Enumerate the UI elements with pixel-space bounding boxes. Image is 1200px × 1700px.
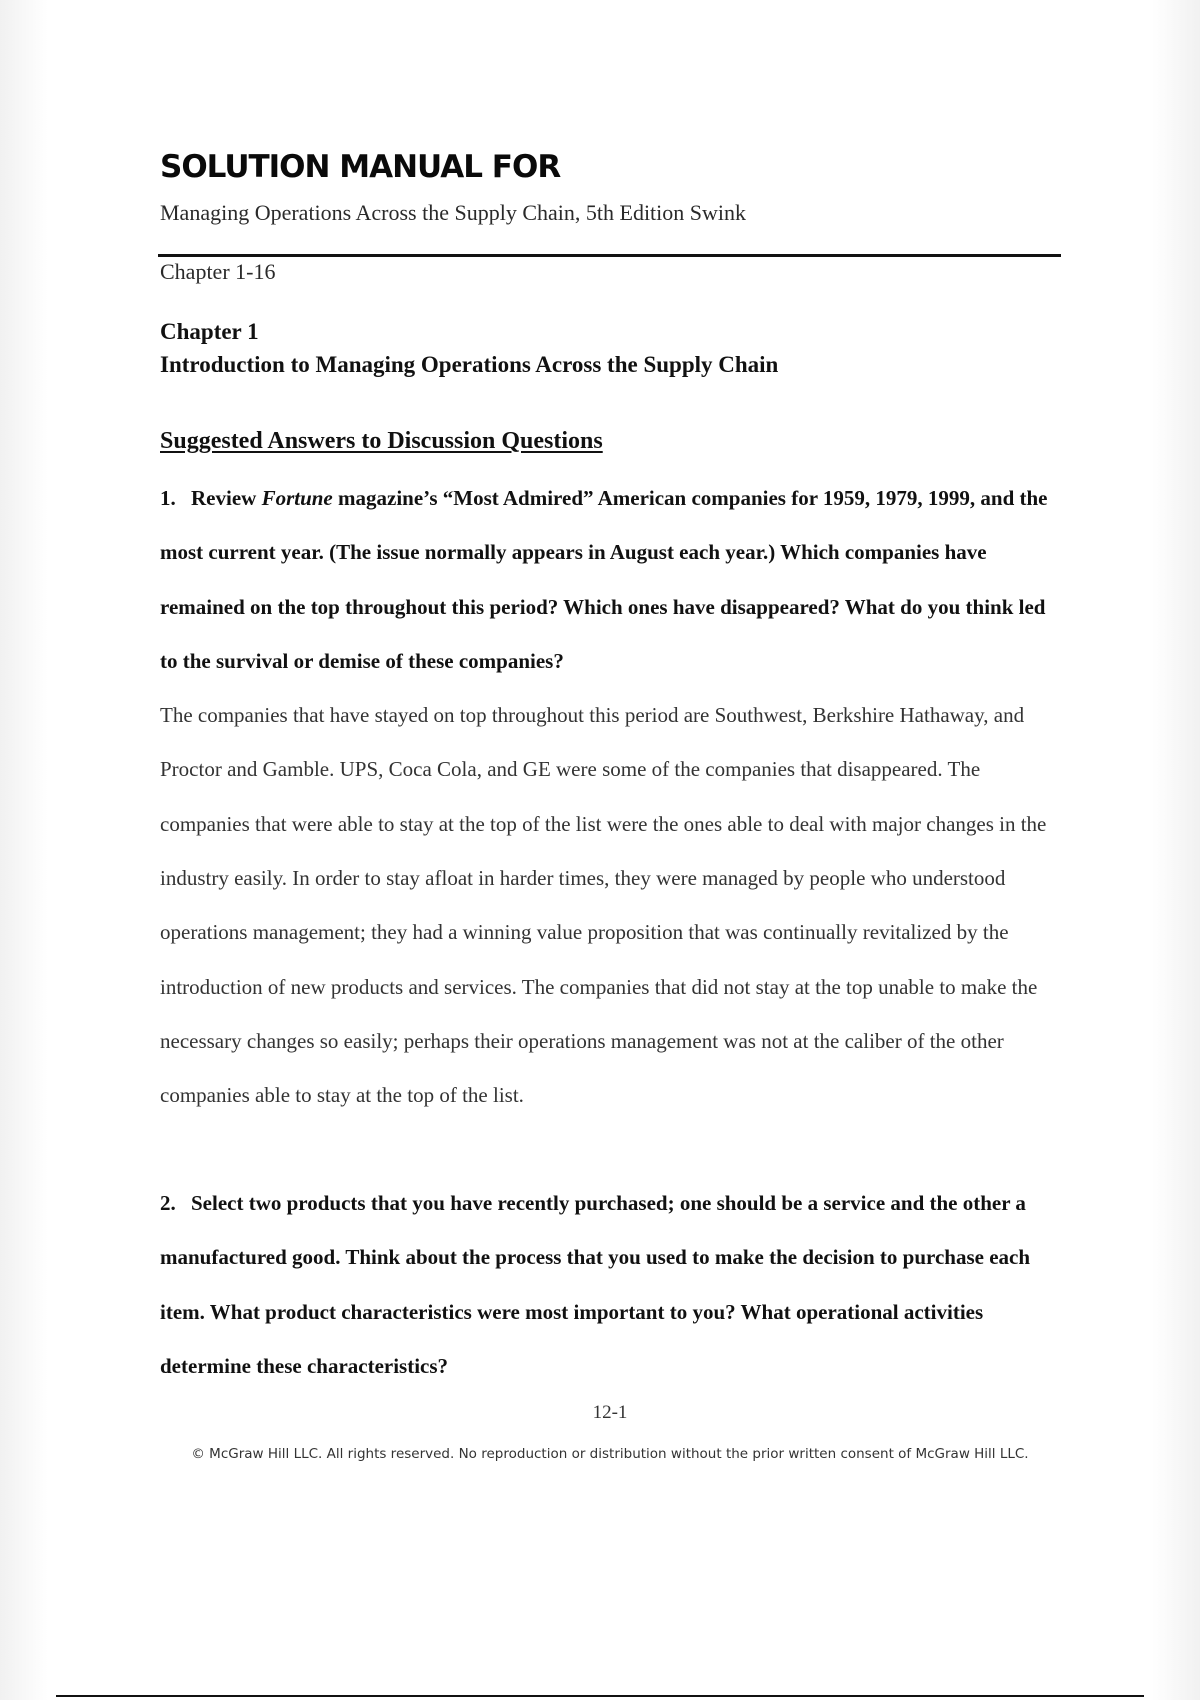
manual-title: SOLUTION MANUAL FOR [160,149,561,185]
book-subtitle: Managing Operations Across the Supply Chain, 5th Edition Swink [160,200,747,225]
question-text: Review [191,486,262,510]
bottom-divider [56,1695,1144,1697]
question-1-block [160,471,1065,1123]
question-number: 1. [160,486,176,510]
page-edge-shadow [0,0,48,1700]
question-text: Select two products that you have recently purchased; one should be a service and the other a manufactured good. Think about the process that you used to make the decision to purchase each item. What product characteristics were most important to you? What operational activities determine these characteristics? [160,1191,1031,1378]
chapter-number: Chapter 1 [160,319,259,344]
question-number: 2. [160,1191,176,1215]
question-2-block [160,1176,1065,1393]
answer-1: The companies that have stayed on top throughout this period are Southwest, Berkshire Hathaway, and Proctor and Gamble. UPS, Coca Cola, and GE were some of the companies that disappeared. The companies that were able to stay at the top of the list were the ones able to deal with major changes in the industry easily. In order to stay afloat in harder times, they were managed by people who understood operations management; they had a winning value proposition that was continually revitalized by the introduction of new products and services. The companies that did not stay at the top unable to make the necessary changes so easily; perhaps their operations management was not at the caliber of the other companies able to stay at the top of the list. [160,703,1047,1108]
question-2 [160,1176,1065,1393]
page-edge-shadow [1152,0,1200,1700]
page-number: 12-1 [592,1402,628,1423]
section-heading: Suggested Answers to Discussion Questions [160,428,603,454]
chapter-title: Introduction to Managing Operations Across the Supply Chain [160,352,779,377]
question-text-italic: Fortune [261,486,333,510]
chapter-range: Chapter 1-16 [160,259,276,284]
header-divider [158,254,1061,257]
question-1 [160,471,1065,688]
question-text: magazine’s “Most Admired” American companies for 1959, 1979, 1999, and the most current year. (The issue normally appears in August each year.) Which companies have remained on the top throughout this period? Which ones have disappeared? What do you think led to the survival or demise of these companies? [160,486,1048,673]
copyright-notice: © McGraw Hill LLC. All rights reserved. No reproduction or distribution without the prior written consent of McGraw Hill LLC. [191,1446,1029,1462]
